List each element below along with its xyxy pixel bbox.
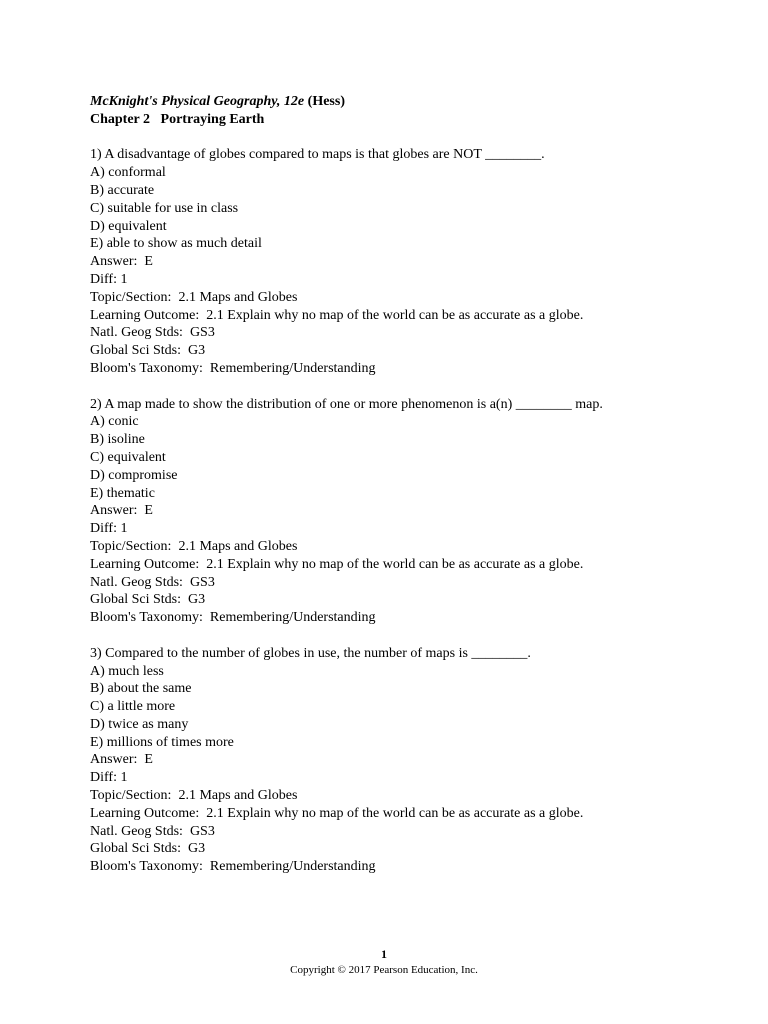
book-author: (Hess) (304, 94, 345, 109)
difficulty: Diff: 1 (90, 271, 128, 287)
learning-outcome: Learning Outcome: 2.1 Explain why no map of the world can be as accurate as a globe. (90, 307, 584, 323)
answer-option: D) twice as many (90, 716, 189, 732)
answer-option: C) equivalent (90, 449, 166, 465)
question-stem: 1) A disadvantage of globes compared to maps is that globes are NOT ________. (90, 147, 545, 163)
blooms-taxonomy: Bloom's Taxonomy: Remembering/Understanding (90, 859, 376, 875)
topic-section: Topic/Section: 2.1 Maps and Globes (90, 538, 298, 554)
question-block (90, 396, 690, 627)
blooms-taxonomy: Bloom's Taxonomy: Remembering/Understanding (90, 610, 376, 626)
book-title-italic: McKnight's Physical Geography, 12e (90, 94, 305, 109)
natl-geog-standards: Natl. Geog Stds: GS3 (90, 574, 215, 590)
question-block (90, 645, 690, 876)
answer-option: C) suitable for use in class (90, 200, 239, 216)
question-stem: 2) A map made to show the distribution of one or more phenomenon is a(n) ________ map. (90, 396, 603, 412)
difficulty: Diff: 1 (90, 770, 128, 786)
answer-option: B) accurate (90, 182, 155, 198)
answer-key: Answer: E (90, 503, 153, 519)
blooms-taxonomy: Bloom's Taxonomy: Remembering/Understanding (90, 360, 376, 376)
answer-option: B) about the same (90, 681, 192, 697)
difficulty: Diff: 1 (90, 521, 128, 537)
question-block (90, 146, 690, 377)
answer-option: E) able to show as much detail (90, 236, 262, 252)
answer-option: C) a little more (90, 699, 176, 715)
topic-section: Topic/Section: 2.1 Maps and Globes (90, 289, 298, 305)
global-sci-standards: Global Sci Stds: G3 (90, 592, 206, 608)
answer-option: A) conformal (90, 165, 166, 181)
answer-option: B) isoline (90, 432, 145, 448)
topic-section: Topic/Section: 2.1 Maps and Globes (90, 788, 298, 804)
learning-outcome: Learning Outcome: 2.1 Explain why no map of the world can be as accurate as a globe. (90, 556, 584, 572)
global-sci-standards: Global Sci Stds: G3 (90, 343, 206, 359)
page-number: 1 (381, 947, 387, 961)
book-title (90, 93, 690, 111)
learning-outcome: Learning Outcome: 2.1 Explain why no map of the world can be as accurate as a globe. (90, 805, 584, 821)
answer-option: E) thematic (90, 485, 155, 501)
answer-key: Answer: E (90, 254, 153, 270)
copyright-notice: Copyright © 2017 Pearson Education, Inc. (290, 964, 478, 976)
document-content (90, 93, 690, 876)
answer-key: Answer: E (90, 752, 153, 768)
natl-geog-standards: Natl. Geog Stds: GS3 (90, 325, 215, 341)
answer-option: A) much less (90, 663, 164, 679)
answer-option: D) equivalent (90, 218, 167, 234)
natl-geog-standards: Natl. Geog Stds: GS3 (90, 823, 215, 839)
answer-option: A) conic (90, 414, 139, 430)
answer-option: D) compromise (90, 467, 178, 483)
question-stem: 3) Compared to the number of globes in use, the number of maps is ________. (90, 645, 531, 661)
global-sci-standards: Global Sci Stds: G3 (90, 841, 206, 857)
chapter-title: Chapter 2 Portraying Earth (90, 111, 265, 127)
answer-option: E) millions of times more (90, 734, 234, 750)
